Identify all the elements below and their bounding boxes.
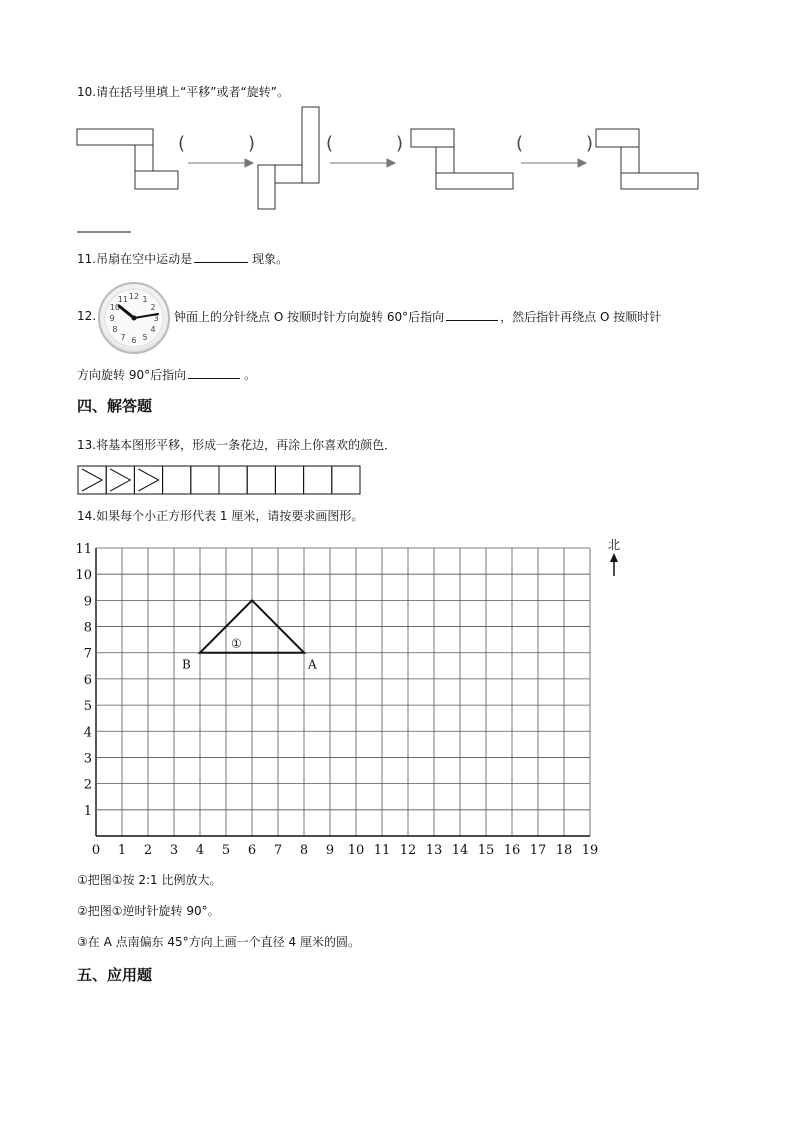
x-tick-label: 2	[143, 843, 153, 858]
y-tick-label: 10	[75, 568, 92, 584]
q11-text-before: 11.吊扇在空中运动是	[77, 252, 193, 266]
x-tick-label: 12	[399, 843, 417, 858]
clock-number: 8	[112, 325, 118, 334]
y-tick-label: 3	[83, 751, 92, 767]
north-label: 北	[608, 538, 621, 552]
x-tick-label: 1	[117, 843, 127, 858]
q14-text: 14.如果每个小正方形代表 1 厘米，请按要求画图形。	[77, 509, 364, 523]
paren-1-close: )	[248, 133, 256, 154]
q12-number: 12.	[77, 309, 97, 323]
q14-task2: ②把图①逆时针旋转 90°。	[77, 904, 220, 918]
clock-number: 9	[109, 314, 115, 323]
north-arrow-head	[610, 553, 618, 562]
q13-text: 13.将基本图形平移，形成一条花边，再涂上你喜欢的颜色．	[77, 438, 397, 452]
y-tick-label: 7	[83, 646, 92, 662]
paren-2-close: )	[396, 133, 404, 154]
y-tick-label: 2	[83, 777, 92, 793]
y-tick-label: 9	[83, 594, 92, 610]
section4-title: 四、解答题	[77, 397, 153, 415]
section5-title: 五、应用题	[77, 966, 153, 984]
x-tick-label: 10	[347, 843, 365, 858]
clock-number: 2	[150, 303, 156, 312]
x-tick-label: 6	[247, 843, 257, 858]
q12-line1-a: 钟面上的分针绕点 O 按顺时针方向旋转 60°后指向	[174, 310, 445, 324]
clock-number: 10	[109, 303, 121, 312]
paren-3-open: (	[516, 133, 524, 154]
q11-text-after: 现象。	[252, 252, 289, 266]
x-tick-label: 4	[195, 843, 205, 858]
paren-3-close: )	[586, 133, 594, 154]
y-tick-label: 11	[75, 542, 92, 557]
x-tick-label: 16	[503, 843, 521, 858]
x-tick-label: 0	[91, 843, 101, 858]
x-tick-label: 11	[373, 843, 391, 858]
y-tick-label: 8	[83, 620, 92, 636]
q14-task3: ③在 A 点南偏东 45°方向上画一个直径 4 厘米的圆。	[77, 935, 360, 949]
x-tick-label: 18	[555, 843, 573, 858]
figure-1-label: ①	[231, 636, 242, 651]
q12-line1-b: ，然后指针再绕点 O 按顺时针	[500, 310, 662, 324]
x-tick-label: 13	[425, 843, 443, 858]
x-tick-label: 7	[273, 843, 283, 858]
clock-number: 5	[142, 333, 148, 343]
q14-task1: ①把图①按 2:1 比例放大。	[77, 873, 222, 887]
clock-number: 1	[142, 294, 148, 304]
q12-line2-a: 方向旋转 90°后指向	[77, 368, 187, 382]
y-tick-label: 1	[83, 803, 92, 819]
y-tick-label: 4	[83, 725, 92, 741]
clock-number: 6	[131, 336, 137, 345]
point-B-label: B	[182, 657, 191, 672]
x-tick-label: 17	[529, 843, 547, 858]
x-tick-label: 5	[221, 843, 231, 858]
paren-2-open: (	[326, 133, 334, 154]
q10-text: 10.请在括号里填上“平移”或者“旋转”。	[77, 85, 289, 99]
q12-line2-b: 。	[244, 368, 257, 382]
x-tick-label: 14	[451, 843, 469, 858]
clock-number: 4	[150, 325, 156, 334]
point-A-label: A	[308, 657, 317, 672]
x-tick-label: 19	[581, 843, 599, 858]
clock-number: 7	[120, 333, 126, 343]
y-tick-label: 5	[83, 699, 92, 715]
paren-1-open: (	[178, 133, 186, 154]
x-tick-label: 9	[325, 843, 335, 858]
x-tick-label: 3	[169, 843, 179, 858]
x-tick-label: 15	[477, 843, 495, 858]
clock-number: 12	[128, 292, 140, 301]
y-tick-label: 6	[83, 672, 92, 688]
clock-number: 11	[117, 294, 129, 304]
x-tick-label: 8	[299, 843, 309, 858]
clock-number: 3	[153, 314, 159, 323]
